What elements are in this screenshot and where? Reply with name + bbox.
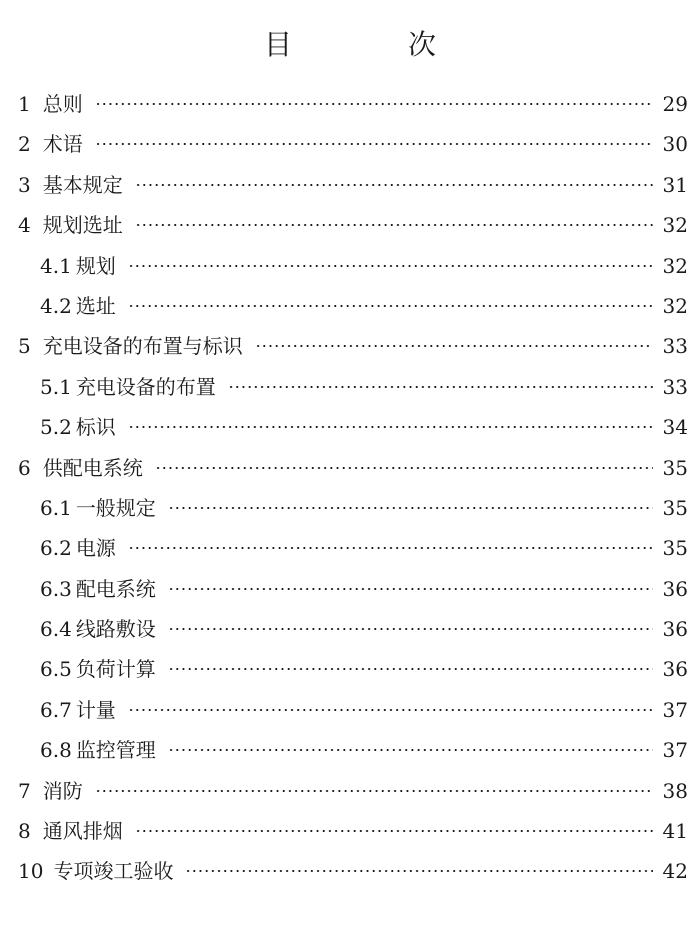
dot-leader — [135, 183, 653, 187]
toc-entry-number: 4.1 — [40, 253, 72, 278]
dot-leader — [168, 587, 653, 591]
page-title: 目 次 — [263, 27, 480, 61]
toc-entry-page-number: 41 — [662, 819, 688, 844]
dot-leader — [168, 506, 653, 510]
toc-entry-page-number: 38 — [662, 778, 688, 803]
toc-entry-page-number: 33 — [662, 334, 688, 359]
toc-entry-title: 基本规定 — [42, 172, 123, 197]
toc-entry[interactable] — [18, 165, 688, 205]
toc-entry[interactable] — [18, 851, 688, 891]
toc-entry-page-number: 37 — [662, 738, 688, 763]
toc-entry[interactable] — [18, 84, 688, 124]
toc-entry-number: 6.1 — [40, 495, 72, 520]
toc-entry-page-number: 30 — [662, 132, 688, 157]
dot-leader — [135, 223, 653, 227]
toc-entry-page-number: 32 — [662, 253, 688, 278]
toc-entry-title: 供配电系统 — [42, 455, 143, 480]
toc-entry-title: 规划选址 — [42, 213, 123, 238]
toc-entry[interactable] — [18, 448, 688, 488]
toc-entry-number: 6.8 — [40, 738, 72, 763]
toc-subentry[interactable] — [18, 407, 688, 447]
dot-leader — [168, 667, 653, 671]
dot-leader — [128, 425, 653, 429]
toc-entry-number: 5.1 — [40, 374, 72, 399]
dot-leader — [135, 829, 653, 833]
toc-entry-title: 充电设备的布置与标识 — [42, 334, 243, 359]
dot-leader — [155, 466, 653, 470]
toc-entry-title: 电源 — [75, 536, 116, 561]
toc-subentry[interactable] — [18, 569, 688, 609]
toc-entry-page-number: 29 — [662, 92, 688, 116]
toc-subentry[interactable] — [18, 649, 688, 689]
toc-entry-number: 5.2 — [40, 415, 72, 440]
toc-subentry[interactable] — [18, 367, 688, 407]
toc-entry-number: 6.3 — [40, 576, 72, 601]
toc-entry[interactable] — [18, 124, 688, 164]
toc-entry-page-number: 35 — [662, 455, 688, 480]
toc-entry-title: 充电设备的布置 — [75, 374, 216, 399]
dot-leader — [228, 385, 653, 389]
toc-subentry[interactable] — [18, 246, 688, 286]
toc-entry-number: 6.7 — [40, 697, 72, 722]
toc-entry-title: 规划 — [75, 253, 116, 278]
toc-subentry[interactable] — [18, 690, 688, 730]
dot-leader — [128, 304, 653, 308]
toc-entry-page-number: 32 — [662, 213, 688, 238]
toc-entry-title: 总则 — [42, 92, 83, 116]
toc-entry-number: 1 — [18, 92, 31, 116]
toc-entry-title: 监控管理 — [75, 738, 156, 763]
toc-entry-page-number: 36 — [662, 617, 688, 642]
toc-subentry[interactable] — [18, 528, 688, 568]
toc-entry-number: 5 — [18, 334, 31, 359]
toc-entry-number: 7 — [18, 778, 31, 803]
toc-entry-title: 负荷计算 — [75, 657, 156, 682]
toc-entry-number: 6.4 — [40, 617, 72, 642]
dot-leader — [185, 869, 652, 873]
toc-entry-number: 2 — [18, 132, 31, 157]
toc-entry-title: 专项竣工验收 — [53, 859, 174, 884]
toc-entry-page-number: 32 — [662, 293, 688, 318]
toc-entry-title: 配电系统 — [75, 576, 156, 601]
toc-entry[interactable] — [18, 205, 688, 245]
toc-entry-page-number: 31 — [662, 172, 688, 197]
toc-entry-number: 6.5 — [40, 657, 72, 682]
table-of-contents — [18, 84, 688, 892]
toc-entry-page-number: 42 — [662, 859, 688, 884]
toc-subentry[interactable] — [18, 488, 688, 528]
dot-leader — [95, 142, 653, 146]
toc-entry-page-number: 36 — [662, 576, 688, 601]
toc-entry-page-number: 36 — [662, 657, 688, 682]
toc-entry[interactable] — [18, 771, 688, 811]
dot-leader — [168, 627, 653, 631]
toc-entry-page-number: 34 — [662, 415, 688, 440]
toc-entry-number: 4 — [18, 213, 31, 238]
toc-entry-title: 术语 — [42, 132, 83, 157]
toc-entry-title: 线路敷设 — [75, 617, 156, 642]
toc-entry-page-number: 33 — [662, 374, 688, 399]
toc-entry[interactable] — [18, 326, 688, 366]
toc-entry-page-number: 35 — [662, 495, 688, 520]
dot-leader — [95, 789, 653, 793]
toc-entry-title: 计量 — [75, 697, 116, 722]
dot-leader — [128, 546, 653, 550]
toc-entry-title: 标识 — [75, 415, 116, 440]
toc-entry-title: 通风排烟 — [42, 819, 123, 844]
toc-entry-number: 8 — [18, 819, 31, 844]
toc-subentry[interactable] — [18, 730, 688, 770]
toc-entry-number: 4.2 — [40, 293, 72, 318]
toc-entry-title: 消防 — [42, 778, 83, 803]
toc-entry-number: 6 — [18, 455, 31, 480]
toc-entry-number: 3 — [18, 172, 31, 197]
toc-entry-number: 6.2 — [40, 536, 72, 561]
toc-entry[interactable] — [18, 811, 688, 851]
toc-entry-page-number: 37 — [662, 697, 688, 722]
dot-leader — [95, 102, 653, 106]
dot-leader — [128, 708, 653, 712]
dot-leader — [128, 264, 653, 268]
toc-entry-page-number: 35 — [662, 536, 688, 561]
toc-subentry[interactable] — [18, 286, 688, 326]
dot-leader — [168, 748, 653, 752]
dot-leader — [255, 344, 653, 348]
toc-subentry[interactable] — [18, 609, 688, 649]
toc-entry-number: 10 — [18, 859, 44, 884]
toc-entry-title: 一般规定 — [75, 495, 156, 520]
toc-entry-title: 选址 — [75, 293, 116, 318]
